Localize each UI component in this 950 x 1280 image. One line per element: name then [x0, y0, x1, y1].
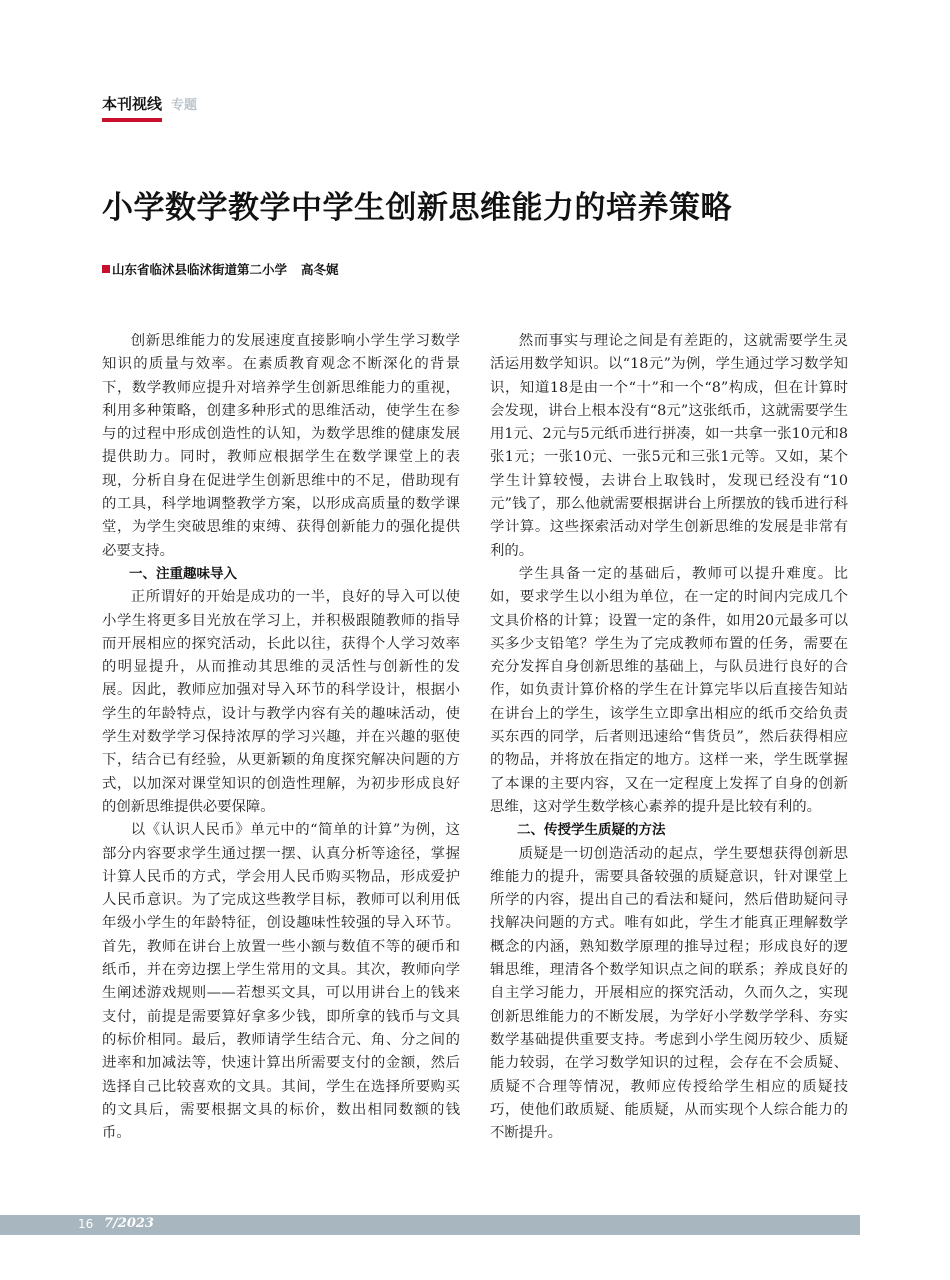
- paragraph: 然而事实与理论之间是有差距的，这就需要学生灵活运用数学知识。以“18元”为例，学生通过学习数学知识，知道18是由一个“十”和一个“8”构成，但在计算时会发现，讲台上根本没有“8元”这张纸币，这就需要学生用1元、2元与5元纸币进行拼凑，如一共拿一张10元和8张1元；一张10元、一张5元和三张1元等。又如，某个学生计算较慢，去讲台上取钱时，发现已经没有“10元”钱了，那么他就需要根据讲台上所摆放的钱币进行科学计算。这些探索活动对学生创新思维的发展是非常有利的。: [490, 333, 848, 559]
- author-affiliation: 山东省临沭县临沭街道第二小学: [112, 262, 288, 277]
- paragraph: 学生具备一定的基础后，教师可以提升难度。比如，要求学生以小组为单位，在一定的时间内完成几个文具价格的计算；设置一定的条件，如用20元最多可以买多少支铅笔？学生为了完成教师布置的任务，需要在充分发挥自身创新思维的基础上，与队员进行良好的合作，如负责计算价格的学生在计算完毕以后直接告知站在讲台上的学生，该学生立即拿出相应的纸币交给负责买东西的同学，后者则迅速给“售货员”，然后获得相应的物品，并将放在指定的地方。这样一来，学生既掌握了本课的主要内容，又在一定程度上发挥了自身的创新思维，这对学生数学核心素养的提升是比较有利的。: [490, 565, 848, 815]
- subsection-label: 专题: [171, 98, 198, 113]
- left-column: [102, 330, 460, 1145]
- section-label: 本刊视线: [102, 93, 162, 122]
- byline: [102, 260, 339, 278]
- section-header: [102, 93, 197, 122]
- author-name: 高冬娓: [301, 262, 339, 277]
- byline-marker: [102, 265, 110, 273]
- article-title: 小学数学教学中学生创新思维能力的培养策略: [102, 190, 732, 226]
- right-column: [490, 330, 848, 1145]
- paragraph: 以《认识人民币》单元中的“简单的计算”为例，这部分内容要求学生通过摆一摆、认真分析等途径，掌握计算人民币的方式，学会用人民币购买物品，形成爱护人民币意识。为了完成这些教学目标，教师可以利用低年级小学生的年龄特征，创设趣味性较强的导入环节。首先，教师在讲台上放置一些小额与数值不等的硬币和纸币，并在旁边摆上学生常用的文具。其次，教师向学生阐述游戏规则——若想买文具，可以用讲台上的钱来支付，前提是需要算好拿多少钱，即所拿的钱币与文具的标价相同。最后，教师请学生结合元、角、分之间的进率和加减法等，快速计算出所需要支付的金额，然后选择自己比较喜欢的文具。其间，学生在选择所要购买的文具后，需要根据文具的标价，数出相同数额的钱币。: [102, 822, 460, 1142]
- section-heading-2: 二、传授学生质疑的方法: [517, 822, 666, 839]
- paragraph: 正所谓好的开始是成功的一半，良好的导入可以使小学生将更多目光放在学习上，并积极跟随教师的指导而开展相应的探究活动，长此以往，获得个人学习效率的明显提升，从而推动其思维的灵活性与创新性的发展。因此，教师应加强对导入环节的科学设计，根据小学生的年龄特点，设计与教学内容有关的趣味活动，使学生对数学学习保持浓厚的学习兴趣，并在兴趣的驱使下，结合已有经验，从更新颖的角度探究解决问题的方式，以加深对课堂知识的创造性理解，为初步形成良好的创新思维提供必要保障。: [102, 589, 460, 815]
- paragraph-intro: 创新思维能力的发展速度直接影响小学生学习数学知识的质量与效率。在素质教育观念不断深化的背景下，数学教师应提升对培养学生创新思维能力的重视，利用多种策略，创建多种形式的思维活动，使学生在参与的过程中形成创造性的认知，为数学思维的健康发展提供助力。同时，教师应根据学生在数学课堂上的表现，分析自身在促进学生创新思维中的不足，借助现有的工具，科学地调整教学方案，以形成高质量的数学课堂，为学生突破思维的束缚、获得创新能力的强化提供必要支持。: [102, 333, 460, 559]
- issue-number: 7/2023: [104, 1216, 154, 1231]
- section-heading-1: 一、注重趣味导入: [129, 565, 237, 582]
- paragraph: 质疑是一切创造活动的起点，学生要想获得创新思维能力的提升，需要具备较强的质疑意识，针对课堂上所学的内容，提出自己的看法和疑问，然后借助疑问寻找解决问题的方式。唯有如此，学生才能真正理解数学概念的内涵，熟知数学原理的推导过程；形成良好的逻辑思维，理清各个数学知识点之间的联系；养成良好的自主学习能力，开展相应的探究活动，久而久之，实现创新思维能力的不断发展，为学好小学数学学科、夯实数学基础提供重要支持。考虑到小学生阅历较少、质疑能力较弱，在学习数学知识的过程，会存在不会质疑、质疑不合理等情况，教师应传授给学生相应的质疑技巧，使他们敢质疑、能质疑，从而实现个人综合能力的不断提升。: [490, 845, 848, 1142]
- page-number: 16: [78, 1217, 94, 1231]
